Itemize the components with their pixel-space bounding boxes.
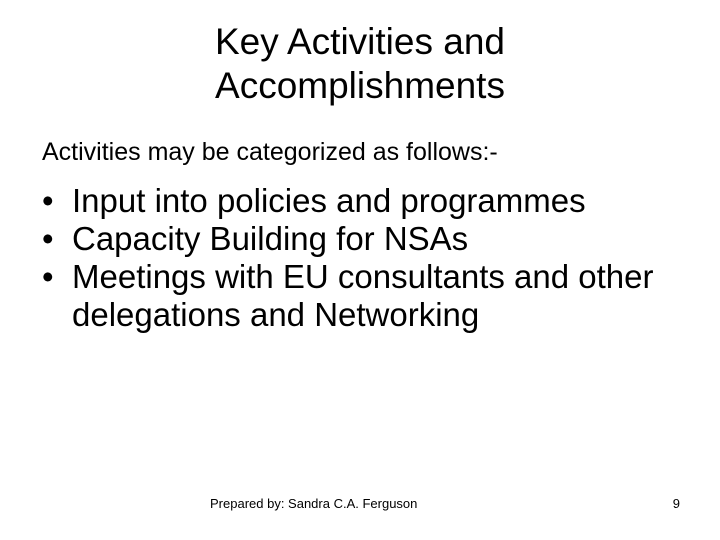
bullet-text-policies: Input into policies and programmes	[72, 182, 586, 219]
bullet-item-capacity-building	[42, 220, 692, 258]
intro-text: Activities may be categorized as follows:-	[42, 138, 498, 166]
bullet-list	[42, 182, 692, 334]
page-number: 9	[672, 496, 680, 511]
slide-title	[60, 20, 660, 108]
bullet-text-capacity-building: Capacity Building for NSAs	[72, 220, 469, 257]
bullet-marker: •	[42, 258, 54, 295]
bullet-text-meetings: Meetings with EU consultants and other delegations and Networking	[72, 258, 654, 333]
slide-title-line-1: Key Activities and	[215, 21, 505, 62]
bullet-item-policies	[42, 182, 692, 220]
bullet-item-meetings	[42, 258, 692, 334]
bullet-marker: •	[42, 220, 54, 257]
footer-prepared-by: Prepared by: Sandra C.A. Ferguson	[210, 496, 418, 511]
bullet-marker: •	[42, 182, 54, 219]
slide-title-line-2: Accomplishments	[215, 65, 505, 106]
